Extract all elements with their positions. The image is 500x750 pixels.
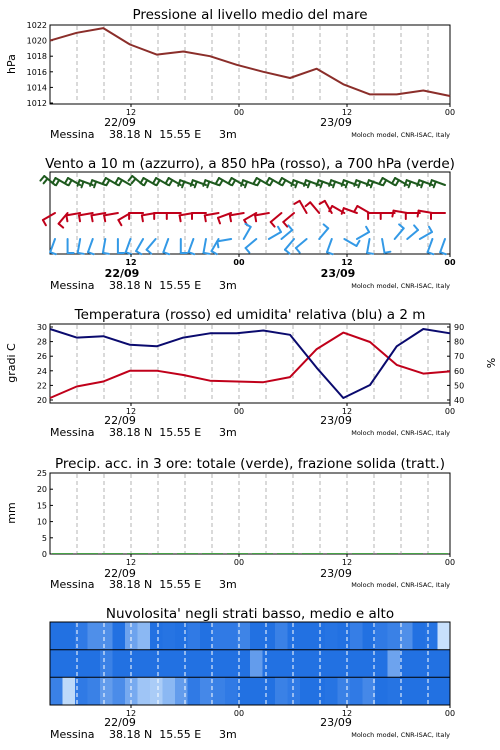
cloud-panel <box>50 606 455 741</box>
cloud-cell <box>225 622 238 650</box>
y-tick-label: 0 <box>41 550 47 559</box>
wind-barb <box>367 239 373 254</box>
x-tick-label: 12 <box>341 558 353 567</box>
y-tick-label: 20 <box>36 485 47 495</box>
cloud-cell <box>413 650 426 678</box>
wind-barb <box>230 213 244 221</box>
cloud-cell <box>188 677 201 705</box>
date-label-2: 23/09 <box>320 414 352 427</box>
wind-barb <box>68 239 74 253</box>
wind-barb <box>66 213 80 221</box>
cloud-cell <box>413 622 426 650</box>
wind-barb <box>78 239 84 254</box>
pressure-plot-frame <box>50 25 450 104</box>
wind-barb <box>192 213 206 219</box>
pressure-title: Pressione al livello medio del mare <box>132 7 368 23</box>
cloud-cell <box>88 622 101 650</box>
wind-barb <box>407 225 418 239</box>
y-tick-label: 10 <box>36 517 47 527</box>
cloud-cell <box>163 622 176 650</box>
cloud-cell <box>375 622 388 650</box>
wind-barb <box>327 239 333 254</box>
cloud-cell <box>313 677 326 705</box>
x-tick-label: 12 <box>125 407 137 416</box>
x-tick-label: 00 <box>233 558 245 567</box>
cloud-cell <box>300 677 313 705</box>
y-tick-label: 70 <box>454 352 465 362</box>
cloud-cell <box>313 650 326 678</box>
date-label-1: 22/09 <box>104 716 136 729</box>
wind-barb <box>296 239 307 253</box>
wind-barb <box>440 239 446 254</box>
x-tick-label: 00 <box>444 258 456 267</box>
location-coords: 38.18 N 15.55 E <box>109 426 202 439</box>
cloud-cell <box>150 677 163 705</box>
x-tick-label: 00 <box>444 108 456 117</box>
y-tick-label: 1016 <box>26 67 47 77</box>
cloud-cell <box>300 650 313 678</box>
cloud-cell <box>400 650 413 678</box>
cloud-cell <box>175 622 188 650</box>
cloud-cell <box>100 650 113 678</box>
wind-barb <box>382 239 390 253</box>
date-label-2: 23/09 <box>320 567 352 580</box>
precipitation-bar <box>227 553 248 554</box>
cloud-cell <box>288 677 301 705</box>
location-line <box>50 426 450 439</box>
date-label-1: 22/09 <box>104 567 136 580</box>
precipitation-bar <box>152 553 173 554</box>
x-tick-label: 12 <box>125 108 137 117</box>
x-tick-label: 00 <box>233 709 245 718</box>
cloud-cell <box>350 677 363 705</box>
cloud-cell <box>50 650 63 678</box>
cloud-cell <box>113 622 126 650</box>
temperature-y-label: gradi C <box>5 343 18 383</box>
cloud-cell <box>413 677 426 705</box>
x-tick-label: 00 <box>233 258 245 267</box>
cloud-cell <box>263 650 276 678</box>
y-tick-label: 1020 <box>26 36 47 46</box>
precipitation-bar <box>77 553 98 554</box>
cloud-cell <box>338 650 351 678</box>
wind-barb <box>104 213 118 221</box>
cloud-cell <box>363 650 376 678</box>
cloud-cell <box>388 622 401 650</box>
cloud-cell <box>363 677 376 705</box>
cloud-cell <box>50 677 63 705</box>
cloud-cell <box>163 650 176 678</box>
precipitation-bar <box>202 553 223 554</box>
x-tick-label: 00 <box>444 407 456 416</box>
cloud-cell <box>150 650 163 678</box>
location-line <box>50 728 450 741</box>
wind-title: Vento a 10 m (azzurro), a 850 hPa (rosso), a 700 hPa (verde) <box>45 156 455 172</box>
location-place: Messina <box>50 279 95 292</box>
cloud-cell <box>100 622 113 650</box>
cloud-cell <box>88 677 101 705</box>
date-label-2: 23/09 <box>320 267 356 280</box>
cloud-cell <box>425 650 438 678</box>
cloud-cell <box>400 622 413 650</box>
wind-barb <box>218 213 231 223</box>
model-credit: Moloch model, CNR-ISAC, Italy <box>351 131 450 139</box>
y-tick-label: 25 <box>36 469 47 478</box>
cloud-cell <box>250 650 263 678</box>
wind-barb <box>255 213 269 221</box>
date-label-2: 23/09 <box>320 716 352 729</box>
location-altitude: 3m <box>219 578 237 591</box>
wind-barb <box>103 239 109 254</box>
wind-barb <box>79 213 93 221</box>
wind-barb <box>269 227 281 239</box>
wind-barb <box>217 239 231 247</box>
wind-barb <box>357 227 369 239</box>
cloud-cell <box>438 622 451 650</box>
cloud-cell <box>388 677 401 705</box>
x-tick-label: 00 <box>233 108 245 117</box>
cloud-cell <box>263 677 276 705</box>
humidity-series-line <box>50 329 450 398</box>
cloud-cell <box>263 622 276 650</box>
wind-barb <box>126 239 132 254</box>
precipitation-bar <box>377 553 398 554</box>
wind-barb <box>319 224 328 239</box>
location-line <box>50 279 450 292</box>
cloud-cell <box>213 677 226 705</box>
cloud-cell <box>138 677 151 705</box>
cloud-cell <box>88 650 101 678</box>
y-tick-label: 1014 <box>26 83 47 93</box>
precipitation-bar <box>127 553 148 554</box>
cloud-cell <box>338 677 351 705</box>
cloud-cell <box>200 650 213 678</box>
cloud-cell <box>213 650 226 678</box>
cloud-cell <box>113 677 126 705</box>
location-place: Messina <box>50 426 95 439</box>
cloud-cell <box>288 650 301 678</box>
y-tick-label: 1022 <box>26 21 47 30</box>
wind-barb <box>204 239 210 254</box>
wind-barb <box>92 213 106 221</box>
temperature-plot-frame <box>50 324 450 403</box>
precipitation-plot-frame <box>50 473 450 554</box>
cloud-cell <box>275 677 288 705</box>
cloud-cell <box>163 677 176 705</box>
cloud-cell <box>363 622 376 650</box>
cloud-cell <box>325 622 338 650</box>
location-place: Messina <box>50 578 95 591</box>
cloud-cell <box>50 622 63 650</box>
y-tick-label: 24 <box>36 366 47 376</box>
cloud-cell <box>200 677 213 705</box>
cloud-cell <box>225 650 238 678</box>
y-tick-label: 5 <box>41 533 47 543</box>
y-tick-label: 50 <box>454 381 465 391</box>
location-coords: 38.18 N 15.55 E <box>109 728 202 741</box>
y-tick-label: 30 <box>36 323 47 332</box>
cloud-cell <box>138 650 151 678</box>
cloud-cell <box>400 677 413 705</box>
temperature-title: Temperatura (rosso) ed umidita' relativa (blu) a 2 m <box>74 307 426 323</box>
cloud-cell <box>375 677 388 705</box>
date-label-2: 23/09 <box>320 116 352 129</box>
location-place: Messina <box>50 128 95 141</box>
cloud-cell <box>175 677 188 705</box>
wind-barb <box>136 239 143 254</box>
cloud-cell <box>250 677 263 705</box>
location-altitude: 3m <box>219 128 237 141</box>
cloud-title: Nuvolosita' negli strati basso, medio e alto <box>105 606 395 622</box>
y-tick-label: 20 <box>36 396 47 405</box>
precipitation-panel <box>5 456 455 591</box>
y-tick-label: 90 <box>454 323 465 332</box>
model-credit: Moloch model, CNR-ISAC, Italy <box>351 282 450 290</box>
humidity-y-label: % <box>484 357 497 369</box>
cloud-cell <box>225 677 238 705</box>
location-line <box>50 578 450 591</box>
cloud-cell <box>375 650 388 678</box>
wind-barb <box>306 202 320 213</box>
precipitation-y-label: mm <box>5 502 18 524</box>
wind-barb <box>118 239 124 253</box>
x-tick-label: 12 <box>341 407 353 416</box>
y-tick-label: 22 <box>36 381 47 391</box>
y-tick-label: 28 <box>36 337 47 347</box>
precipitation-bar <box>102 553 123 554</box>
wind-barb <box>189 239 195 254</box>
precipitation-bar <box>302 553 323 554</box>
y-tick-label: 80 <box>454 337 465 347</box>
model-credit: Moloch model, CNR-ISAC, Italy <box>351 731 450 739</box>
precipitation-bar <box>352 553 373 554</box>
location-line <box>50 128 450 141</box>
cloud-cell <box>275 650 288 678</box>
cloud-cell <box>275 622 288 650</box>
model-credit: Moloch model, CNR-ISAC, Italy <box>351 581 450 589</box>
wind-barb <box>420 227 432 239</box>
cloud-cell <box>425 622 438 650</box>
cloud-cell <box>188 622 201 650</box>
cloud-cell <box>425 677 438 705</box>
wind-barb <box>431 213 445 219</box>
cloud-cell <box>325 677 338 705</box>
wind-barb <box>88 239 94 254</box>
cloud-cell <box>63 677 76 705</box>
x-tick-label: 00 <box>233 407 245 416</box>
location-altitude: 3m <box>219 279 237 292</box>
wind-barb <box>147 239 156 254</box>
precipitation-bar <box>177 553 198 554</box>
cloud-cell <box>150 622 163 650</box>
cloud-cell <box>63 622 76 650</box>
cloud-cell <box>438 650 451 678</box>
location-coords: 38.18 N 15.55 E <box>109 128 202 141</box>
cloud-cell <box>350 622 363 650</box>
cloud-cell <box>250 622 263 650</box>
precipitation-bar <box>402 553 423 554</box>
x-tick-label: 12 <box>125 258 137 267</box>
date-label-1: 22/09 <box>104 116 136 129</box>
precipitation-bar <box>277 553 298 554</box>
location-altitude: 3m <box>219 426 237 439</box>
wind-barb <box>430 180 445 187</box>
temperature-series-line <box>50 333 450 398</box>
cloud-cell <box>388 650 401 678</box>
cloud-cell <box>350 650 363 678</box>
location-coords: 38.18 N 15.55 E <box>109 279 202 292</box>
wind-barb <box>50 239 56 254</box>
cloud-cell <box>200 622 213 650</box>
precipitation-bar <box>427 553 448 554</box>
cloud-cell <box>100 677 113 705</box>
cloud-cell <box>288 622 301 650</box>
y-tick-label: 1012 <box>26 99 47 108</box>
x-tick-label: 12 <box>341 258 353 267</box>
precipitation-title: Precip. acc. in 3 ore: totale (verde), frazione solida (tratt.) <box>55 456 445 472</box>
location-place: Messina <box>50 728 95 741</box>
wind-barb <box>294 201 306 213</box>
cloud-cell <box>63 650 76 678</box>
temperature-panel <box>5 307 497 439</box>
precipitation-bar <box>327 553 348 554</box>
x-tick-label: 00 <box>444 558 456 567</box>
pressure-panel <box>5 7 455 141</box>
wind-barb <box>181 239 187 253</box>
wind-panel <box>40 156 456 292</box>
cloud-cell <box>213 622 226 650</box>
wind-barb <box>271 213 282 227</box>
x-tick-label: 12 <box>341 709 353 718</box>
cloud-cell <box>113 650 126 678</box>
y-tick-label: 15 <box>36 501 47 511</box>
date-label-1: 22/09 <box>104 414 136 427</box>
model-credit: Moloch model, CNR-ISAC, Italy <box>351 429 450 437</box>
precipitation-bar <box>52 553 73 554</box>
wind-barb <box>163 239 169 254</box>
cloud-cell <box>138 622 151 650</box>
cloud-cell <box>188 650 201 678</box>
location-altitude: 3m <box>219 728 237 741</box>
location-coords: 38.18 N 15.55 E <box>109 578 202 591</box>
y-tick-label: 1018 <box>26 52 47 62</box>
pressure-series-line <box>50 28 450 96</box>
cloud-cell <box>438 677 451 705</box>
x-tick-label: 12 <box>125 558 137 567</box>
x-tick-label: 00 <box>444 709 456 718</box>
pressure-y-label: hPa <box>5 54 18 74</box>
cloud-cell <box>175 650 188 678</box>
wind-barb <box>395 224 404 239</box>
x-tick-label: 12 <box>125 709 137 718</box>
date-label-1: 22/09 <box>104 267 140 280</box>
y-tick-label: 40 <box>454 396 465 405</box>
cloud-cell <box>325 650 338 678</box>
cloud-cell <box>300 622 313 650</box>
y-tick-label: 60 <box>454 366 465 376</box>
precipitation-bar <box>252 553 273 554</box>
cloud-cell <box>338 622 351 650</box>
y-tick-label: 26 <box>36 352 47 362</box>
wind-barb <box>246 239 257 253</box>
x-tick-label: 12 <box>341 108 353 117</box>
cloud-cell <box>313 622 326 650</box>
wind-barb <box>43 213 55 225</box>
